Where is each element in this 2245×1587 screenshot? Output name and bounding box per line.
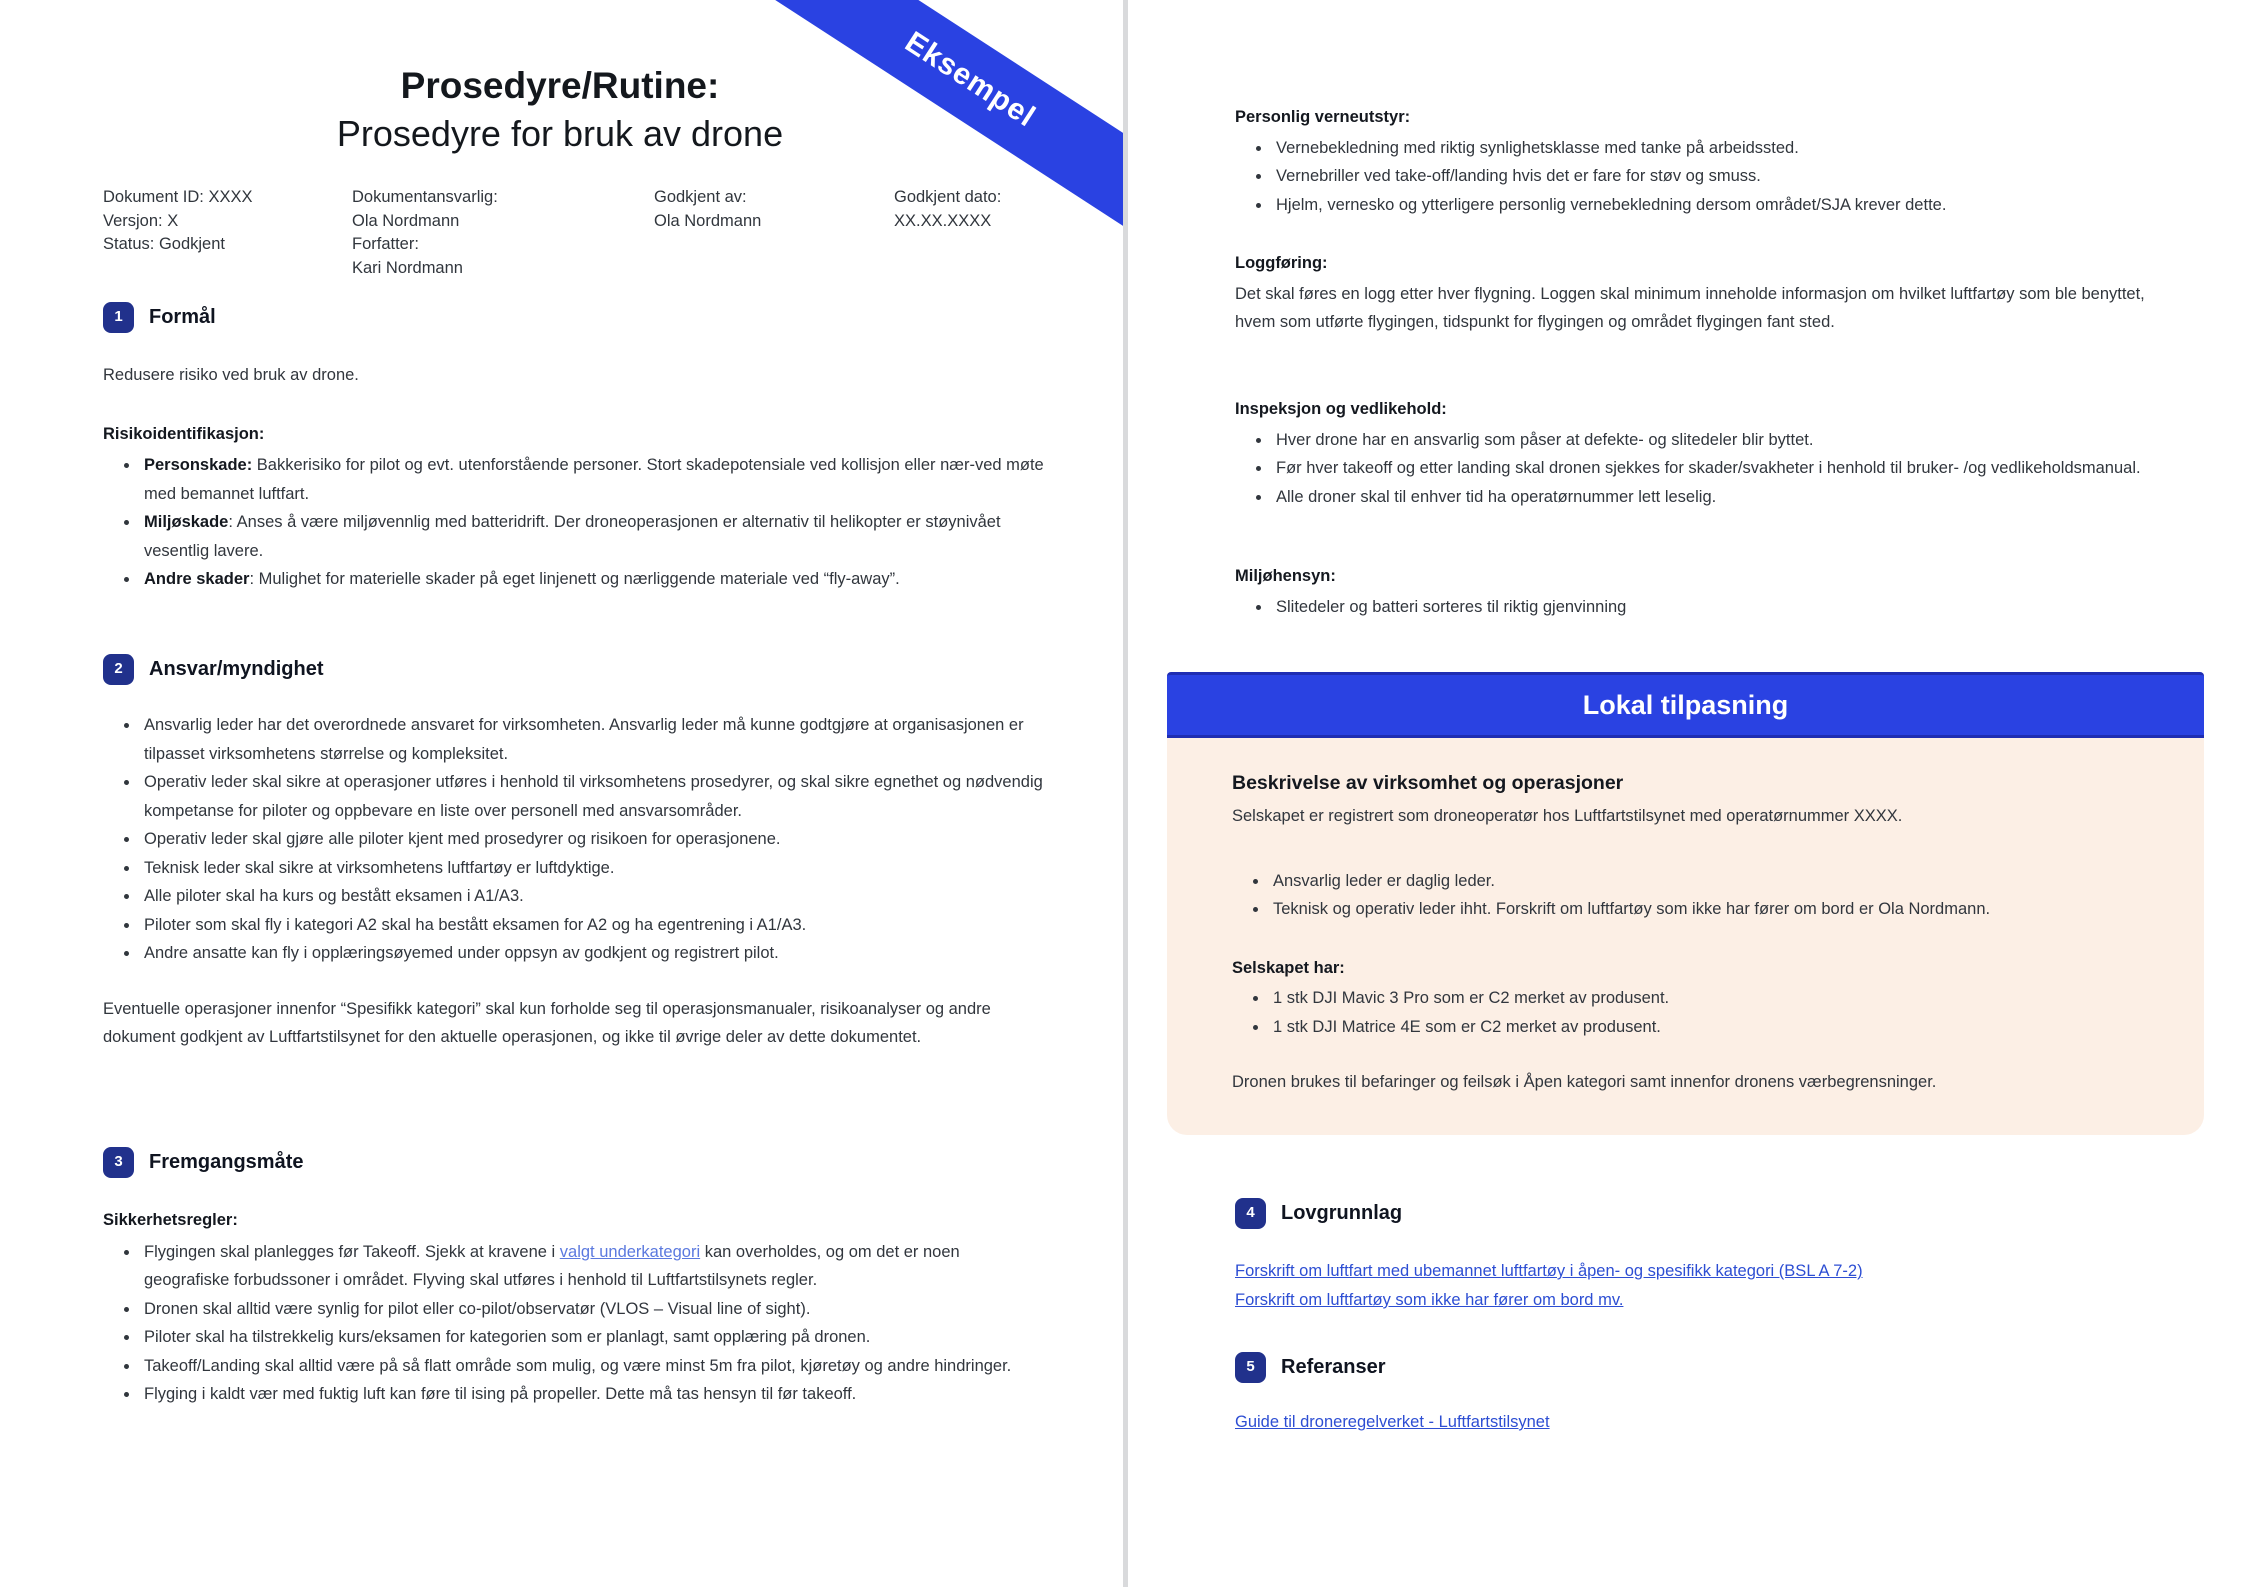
meta-line: Forfatter: bbox=[352, 235, 419, 253]
list-item: • Flygingen skal planlegges før Takeoff. Sjekk at kravene i valgt underkategori kan overholdes, og om det er noen geografiske forbudssoner i området. Flyving skal utføres i henhold til Luftfartstilsynets regler. bbox=[140, 1238, 1045, 1295]
risk-list bbox=[103, 451, 1045, 594]
section-heading bbox=[103, 1145, 1045, 1179]
list-item: • Før hver takeoff og etter landing skal dronen sjekkes for skader/svakheter i henhold til bruker- /og vedlikeholdsmanual. bbox=[1272, 454, 2187, 483]
risk-heading: Risikoidentifikasjon: bbox=[103, 424, 265, 443]
environment-heading: Miljøhensyn: bbox=[1235, 567, 1336, 585]
local-adaptation-box bbox=[1167, 672, 2204, 1135]
logging-heading: Loggføring: bbox=[1235, 254, 1328, 272]
section-fremgangsmate bbox=[103, 1145, 1045, 1409]
list-item: • Takeoff/Landing skal alltid være på så flatt område som mulig, og være minst 5m fra pilot, kjøretøy og andre hindringer. bbox=[140, 1352, 1045, 1381]
regulation-link-bsl-a-7-2[interactable]: Forskrift om luftfart med ubemannet luftfartøy i åpen- og spesifikk kategori (BSL A 7-2) bbox=[1235, 1262, 1863, 1280]
meta-line: Status: Godkjent bbox=[103, 235, 225, 253]
section-heading bbox=[1235, 1196, 2187, 1230]
section-number-badge: 5 bbox=[1235, 1352, 1266, 1383]
list-item: • Dronen skal alltid være synlig for pilot eller co-pilot/observatør (VLOS – Visual line of sight). bbox=[140, 1295, 1045, 1324]
ppe-heading: Personlig verneutstyr: bbox=[1235, 108, 1411, 126]
business-description-heading: Beskrivelse av virksomhet og operasjoner bbox=[1232, 772, 1624, 794]
local-adaptation-title: Lokal tilpasning bbox=[1582, 689, 1789, 720]
list-item: • Flyging i kaldt vær med fuktig luft kan føre til ising på propeller. Dette må tas hensyn til før takeoff. bbox=[140, 1380, 1045, 1409]
drone-usage: Dronen brukes til befaringer og feilsøk i Åpen kategori samt innenfor dronens værbegrensninger. bbox=[1232, 1073, 1937, 1091]
list-item: • Slitedeler og batteri sorteres til riktig gjenvinning bbox=[1272, 593, 2187, 622]
subcategory-link[interactable]: valgt underkategori bbox=[559, 1242, 701, 1261]
meta-approved-by bbox=[654, 186, 761, 233]
meta-line: Dokument ID: XXXX bbox=[103, 188, 253, 206]
meta-responsible bbox=[352, 186, 498, 280]
list-item: • Alle piloter skal ha kurs og bestått eksamen i A1/A3. bbox=[140, 882, 1045, 911]
section-title: Referanser bbox=[1281, 1355, 1386, 1378]
example-ribbon-label: Eksempel bbox=[899, 25, 1042, 134]
meta-approved-date bbox=[894, 186, 1001, 233]
meta-line: Dokumentansvarlig: bbox=[352, 188, 498, 206]
list-item: • 1 stk DJI Matrice 4E som er C2 merket av produsent. bbox=[1269, 1013, 2142, 1042]
ppe-section bbox=[1235, 103, 2187, 219]
list-item: • Personskade: Bakkerisiko for pilot og evt. utenforstående personer. Stort skadepotensiale ved kollisjon eller nær-ved møte med bemannet luftfart. bbox=[140, 451, 1045, 508]
responsibility-list bbox=[103, 711, 1045, 968]
company-owns-heading: Selskapet har: bbox=[1232, 958, 1345, 977]
section-number-badge: 4 bbox=[1235, 1198, 1266, 1229]
title-name: Prosedyre for bruk av drone bbox=[336, 113, 784, 154]
drone-regulations-guide-link[interactable]: Guide til droneregelverket - Luftfartstilsynet bbox=[1235, 1413, 1550, 1431]
safety-rules-heading: Sikkerhetsregler: bbox=[103, 1211, 238, 1229]
section-referanser bbox=[1235, 1350, 2187, 1437]
list-item: • Alle droner skal til enhver tid ha operatørnummer lett leselig. bbox=[1272, 483, 2187, 512]
list-item: • Vernebekledning med riktig synlighetsklasse med tanke på arbeidssted. bbox=[1272, 134, 2187, 163]
list-item: • Vernebriller ved take-off/landing hvis det er fare for støv og smuss. bbox=[1272, 162, 2187, 191]
legal-links bbox=[1235, 1257, 2187, 1315]
local-adaptation-header bbox=[1167, 672, 2204, 738]
reference-links bbox=[1235, 1408, 2187, 1437]
list-item: • Piloter som skal fly i kategori A2 skal ha bestått eksamen for A2 og ha egentrening i A1/A3. bbox=[140, 911, 1045, 940]
list-item: • Teknisk leder skal sikre at virksomhetens luftfartøy er luftdyktige. bbox=[140, 854, 1045, 883]
section-lovgrunnlag bbox=[1235, 1196, 2187, 1315]
meta-line: Ola Nordmann bbox=[654, 211, 762, 230]
list-item: • Miljøskade: Anses å være miljøvennlig med batteridrift. Der droneoperasjonen er alternativ til helikopter er støynivået vesentlig lavere. bbox=[140, 508, 1045, 565]
page-right bbox=[1128, 0, 2245, 1587]
section-number-badge: 3 bbox=[103, 1147, 134, 1178]
inspection-list bbox=[1235, 426, 2187, 512]
list-item: • Ansvarlig leder har det overordnede ansvaret for virksomheten. Ansvarlig leder må kunne godtgjøre at organisasjonen er tilpasset virksomhetens størrelse og kompleksitet. bbox=[140, 711, 1045, 768]
local-adaptation-body bbox=[1167, 738, 2204, 1135]
list-item: • Andre ansatte kan fly i opplæringsøyemed under oppsyn av godkjent og registrert pilot. bbox=[140, 939, 1045, 968]
list-item: • Ansvarlig leder er daglig leder. bbox=[1269, 867, 2142, 896]
list-item: • Andre skader: Mulighet for materielle skader på eget linjenett og nærliggende materiale ved “fly-away”. bbox=[140, 565, 1045, 594]
section-title: Formål bbox=[149, 305, 216, 328]
section-title: Fremgangsmåte bbox=[149, 1150, 304, 1173]
safety-rules-list bbox=[103, 1238, 1045, 1409]
environment-list bbox=[1235, 593, 2187, 622]
section-title: Lovgrunnlag bbox=[1281, 1201, 1403, 1224]
ppe-list bbox=[1235, 134, 2187, 220]
inspection-section bbox=[1235, 395, 2187, 511]
logging-body: Det skal føres en logg etter hver flygning. Loggen skal minimum inneholde informasjon om hvilket luftfartøy som ble benyttet, hvem som utførte flygingen, tidspunkt for flygingen og området flygingen fant sted. bbox=[1235, 284, 2145, 331]
section-number-badge: 2 bbox=[103, 654, 134, 685]
section-formal bbox=[103, 300, 1045, 594]
list-item: • Operativ leder skal sikre at operasjoner utføres i henhold til virksomhetens prosedyrer, og skal sikre egnethet og nødvendig kompetanse for piloter og oppbevare en liste over personell med ansvarsområder. bbox=[140, 768, 1045, 825]
list-item: • Operativ leder skal gjøre alle piloter kjent med prosedyrer og risikoen for operasjonene. bbox=[140, 825, 1045, 854]
meta-line: Godkjent dato: bbox=[894, 188, 1002, 206]
list-item: • 1 stk DJI Mavic 3 Pro som er C2 merket av produsent. bbox=[1269, 984, 2142, 1013]
section-number-badge: 1 bbox=[103, 302, 134, 333]
logging-section bbox=[1235, 249, 2187, 337]
section-ansvar bbox=[103, 652, 1045, 1052]
section-intro: Redusere risiko ved bruk av drone. bbox=[103, 366, 359, 384]
meta-line: Ola Nordmann bbox=[352, 211, 460, 230]
section-heading bbox=[1235, 1350, 2187, 1384]
meta-line: Kari Nordmann bbox=[352, 258, 463, 277]
inspection-heading: Inspeksjon og vedlikehold: bbox=[1235, 400, 1447, 418]
section-heading bbox=[103, 652, 1045, 686]
meta-line: Versjon: X bbox=[103, 211, 179, 230]
meta-document-id bbox=[103, 186, 252, 257]
environment-section bbox=[1235, 562, 2187, 621]
section-title: Ansvar/myndighet bbox=[149, 657, 324, 680]
section-heading bbox=[103, 300, 1045, 334]
regulation-link-unmanned-aircraft[interactable]: Forskrift om luftfartøy som ikke har fører om bord mv. bbox=[1235, 1291, 1624, 1309]
business-roles-list bbox=[1232, 867, 2142, 924]
company-owns-list bbox=[1232, 984, 2142, 1041]
title-prefix: Prosedyre/Rutine: bbox=[400, 65, 720, 106]
meta-line: XX.XX.XXXX bbox=[894, 211, 992, 230]
meta-line: Godkjent av: bbox=[654, 188, 747, 206]
business-description: Selskapet er registrert som droneoperatør hos Luftfartstilsynet med operatørnummer XXXX. bbox=[1232, 807, 1903, 825]
section-note: Eventuelle operasjoner innenfor “Spesifikk kategori” skal kun forholde seg til operasjonsmanualer, risikoanalyser og andre dokument godkjent av Luftfartstilsynet for den aktuelle operasjonen, og ikke til øvrige deler av dette dokumentet. bbox=[103, 999, 991, 1046]
list-item: • Teknisk og operativ leder ihht. Forskrift om luftfartøy som ikke har fører om bord er Ola Nordmann. bbox=[1269, 895, 2142, 924]
document-title bbox=[60, 62, 1060, 158]
list-item: • Piloter skal ha tilstrekkelig kurs/eksamen for kategorien som er planlagt, samt opplæring på dronen. bbox=[140, 1323, 1045, 1352]
list-item: • Hver drone har en ansvarlig som påser at defekte- og slitedeler blir byttet. bbox=[1272, 426, 2187, 455]
list-item: • Hjelm, vernesko og ytterligere personlig vernebekledning dersom området/SJA krever dette. bbox=[1272, 191, 2187, 220]
